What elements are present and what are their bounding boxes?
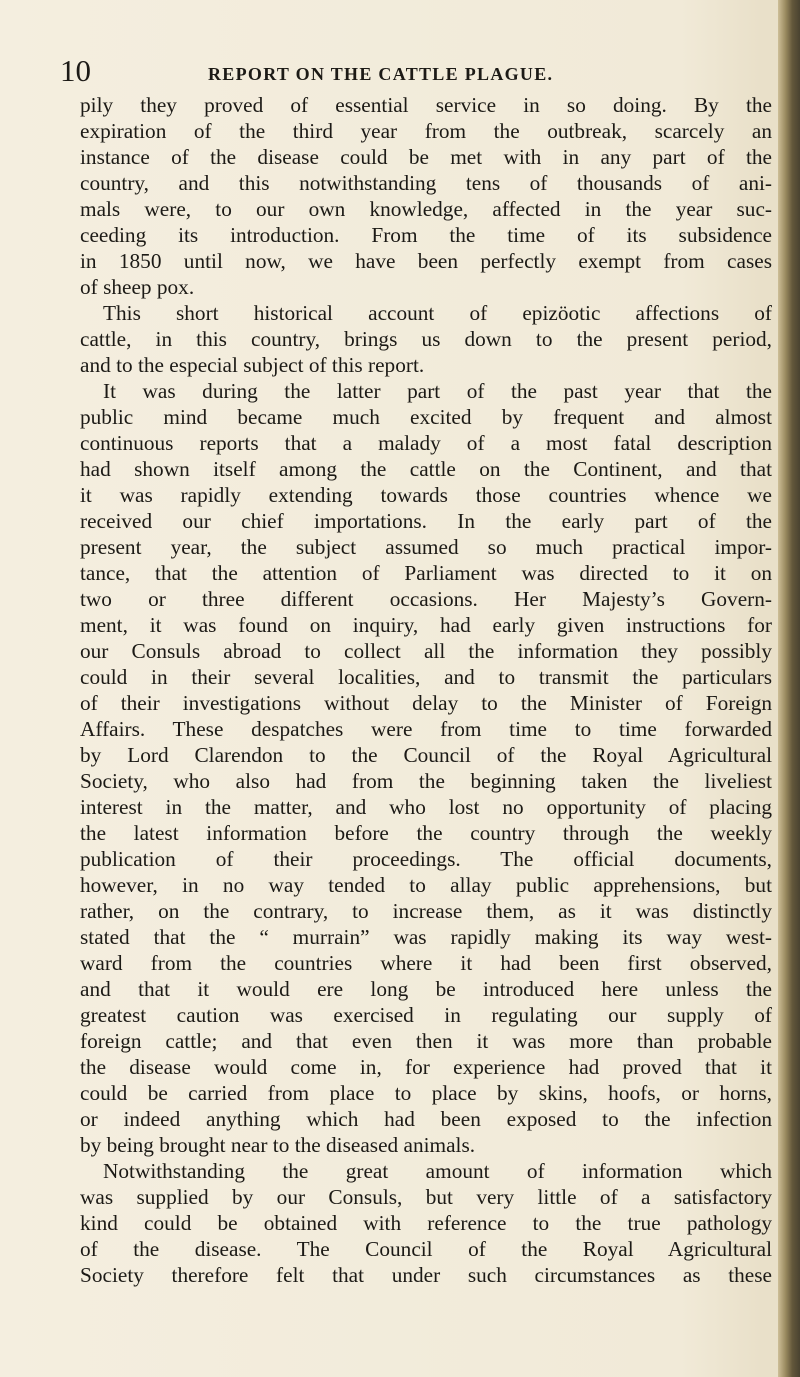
text-line: of the disease. The Council of the Royal Agricultural: [80, 1237, 772, 1261]
text-line: present year, the subject assumed so much practical impor-: [80, 535, 772, 559]
page-number: 10: [60, 53, 91, 88]
text-line: our Consuls abroad to collect all the information they possibly: [80, 639, 772, 663]
text-line: ceeding its introduction. From the time of its subsidence: [80, 223, 772, 247]
text-line: cattle, in this country, brings us down to the present period,: [80, 327, 772, 351]
text-line: the disease would come in, for experience had proved that it: [80, 1055, 772, 1079]
paragraph-start-line: Notwithstanding the great amount of information which: [103, 1159, 772, 1183]
text-line: tance, that the attention of Parliament was directed to it on: [80, 561, 772, 585]
text-line: public mind became much excited by frequent and almost: [80, 405, 772, 429]
text-line: continuous reports that a malady of a most fatal description: [80, 431, 772, 455]
text-line: ward from the countries where it had been first observed,: [80, 951, 772, 975]
text-line: foreign cattle; and that even then it was more than probable: [80, 1029, 772, 1053]
text-line: by Lord Clarendon to the Council of the Royal Agricultural: [80, 743, 772, 767]
text-line: interest in the matter, and who lost no opportunity of placing: [80, 795, 772, 819]
paragraph-start-line: This short historical account of epizöotic affections of: [103, 301, 772, 325]
text-line: country, and this notwithstanding tens of thousands of ani-: [80, 171, 772, 195]
text-line: received our chief importations. In the early part of the: [80, 509, 772, 533]
page-header: [60, 54, 772, 94]
text-line: greatest caution was exercised in regulating our supply of: [80, 1003, 772, 1027]
text-line: however, in no way tended to allay public apprehensions, but: [80, 873, 772, 897]
body-text: [80, 92, 772, 1288]
text-line: mals were, to our own knowledge, affected in the year suc-: [80, 197, 772, 221]
text-line: the latest information before the country through the weekly: [80, 821, 772, 845]
text-line: and to the especial subject of this report.: [80, 353, 425, 377]
text-line: Affairs. These despatches were from time to time forwarded: [80, 717, 772, 741]
text-line: Society therefore felt that under such circumstances as these: [80, 1263, 772, 1287]
text-line: Society, who also had from the beginning taken the liveliest: [80, 769, 772, 793]
text-line: could be carried from place to place by skins, hoofs, or horns,: [80, 1081, 772, 1105]
text-line: of sheep pox.: [80, 275, 195, 299]
text-line: kind could be obtained with reference to the true pathology: [80, 1211, 772, 1235]
text-line: stated that the “ murrain” was rapidly making its way west-: [80, 925, 772, 949]
text-line: expiration of the third year from the outbreak, scarcely an: [80, 119, 772, 143]
text-line: had shown itself among the cattle on the Continent, and that: [80, 457, 772, 481]
page-edge-shadow: [778, 0, 800, 1377]
paragraph-start-line: It was during the latter part of the past year that the: [103, 379, 772, 403]
running-head: REPORT ON THE CATTLE PLAGUE.: [208, 64, 554, 84]
text-line: by being brought near to the diseased animals.: [80, 1133, 476, 1157]
text-line: was supplied by our Consuls, but very little of a satisfactory: [80, 1185, 772, 1209]
text-line: pily they proved of essential service in so doing. By the: [80, 93, 772, 117]
text-line: publication of their proceedings. The official documents,: [80, 847, 772, 871]
text-line: rather, on the contrary, to increase them, as it was distinctly: [80, 899, 772, 923]
text-line: or indeed anything which had been exposed to the infection: [80, 1107, 772, 1131]
text-line: instance of the disease could be met with in any part of the: [80, 145, 772, 169]
text-line: in 1850 until now, we have been perfectly exempt from cases: [80, 249, 772, 273]
text-line: of their investigations without delay to the Minister of Foreign: [80, 691, 772, 715]
text-line: ment, it was found on inquiry, had early given instructions for: [80, 613, 772, 637]
text-line: it was rapidly extending towards those countries whence we: [80, 483, 772, 507]
text-line: and that it would ere long be introduced here unless the: [80, 977, 772, 1001]
text-line: could in their several localities, and to transmit the particulars: [80, 665, 772, 689]
text-line: two or three different occasions. Her Majesty’s Govern-: [80, 587, 772, 611]
